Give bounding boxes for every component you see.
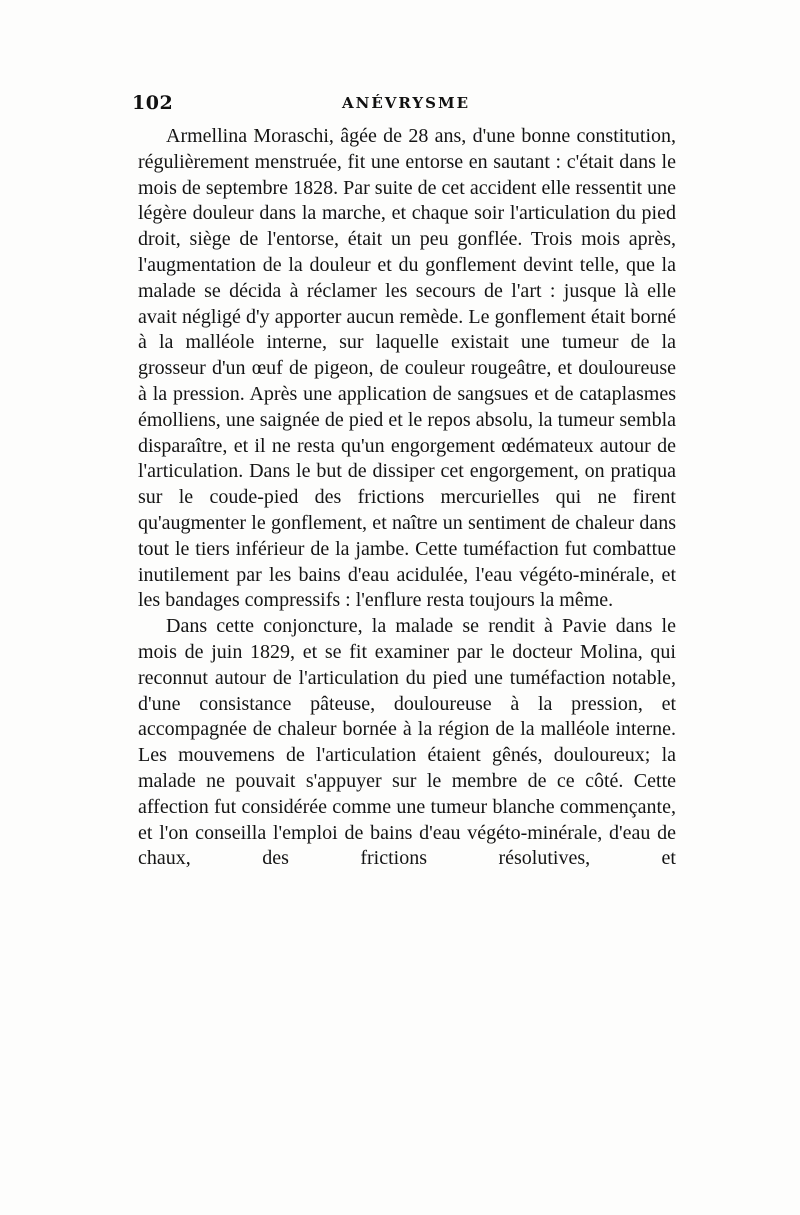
page-number: 102 (132, 92, 174, 114)
page-header (132, 92, 676, 122)
paragraph-1: Armellina Moraschi, âgée de 28 ans, d'une bonne constitution, régulièrement menstruée, fit une entorse en sautant : c'était dans le mois de septembre 1828. Par suite de cet accident elle ressentit une légère douleur dans la marche, et chaque soir l'articulation du pied droit, siège de l'entorse, était un peu gonflée. Trois mois après, l'augmentation de la douleur et du gonflement devint telle, que la malade se décida à réclamer les secours de l'art : jusque là elle avait négligé d'y apporter aucun remède. Le gonflement était borné à la malléole interne, sur laquelle existait une tumeur de la grosseur d'un œuf de pigeon, de couleur rougeâtre, et douloureuse à la pression. Après une application de sangsues et de cataplasmes émolliens, une saignée de pied et le repos absolu, la tumeur sembla disparaître, et il ne resta qu'un engorgement œdémateux autour de l'articulation. Dans le but de dissiper cet engorgement, on pratiqua sur le coude-pied des frictions mercurielles qui ne firent qu'augmenter le gonflement, et naître un sentiment de chaleur dans tout le tiers inférieur de la jambe. Cette tuméfaction fut combattue inutilement par les bains d'eau acidulée, l'eau végéto-minérale, et les bandages compressifs : l'enflure resta toujours la même. (138, 125, 676, 612)
paragraph-2: Dans cette conjoncture, la malade se rendit à Pavie dans le mois de juin 1829, et se fit examiner par le docteur Molina, qui reconnut autour de l'articulation du pied une tuméfaction notable, d'une consistance pâteuse, douloureuse à la pression, et accompagnée de chaleur bornée à la région de la malléole interne. Les mouvemens de l'articulation étaient gênés, douloureux; la malade ne pouvait s'appuyer sur le membre de ce côté. Cette affection fut considérée comme une tumeur blanche commençante, et l'on conseilla l'emploi de bains d'eau végéto-minérale, d'eau de chaux, des frictions résolutives, et (138, 615, 676, 870)
body-text (138, 124, 676, 872)
running-title: ANÉVRYSME (342, 94, 471, 112)
